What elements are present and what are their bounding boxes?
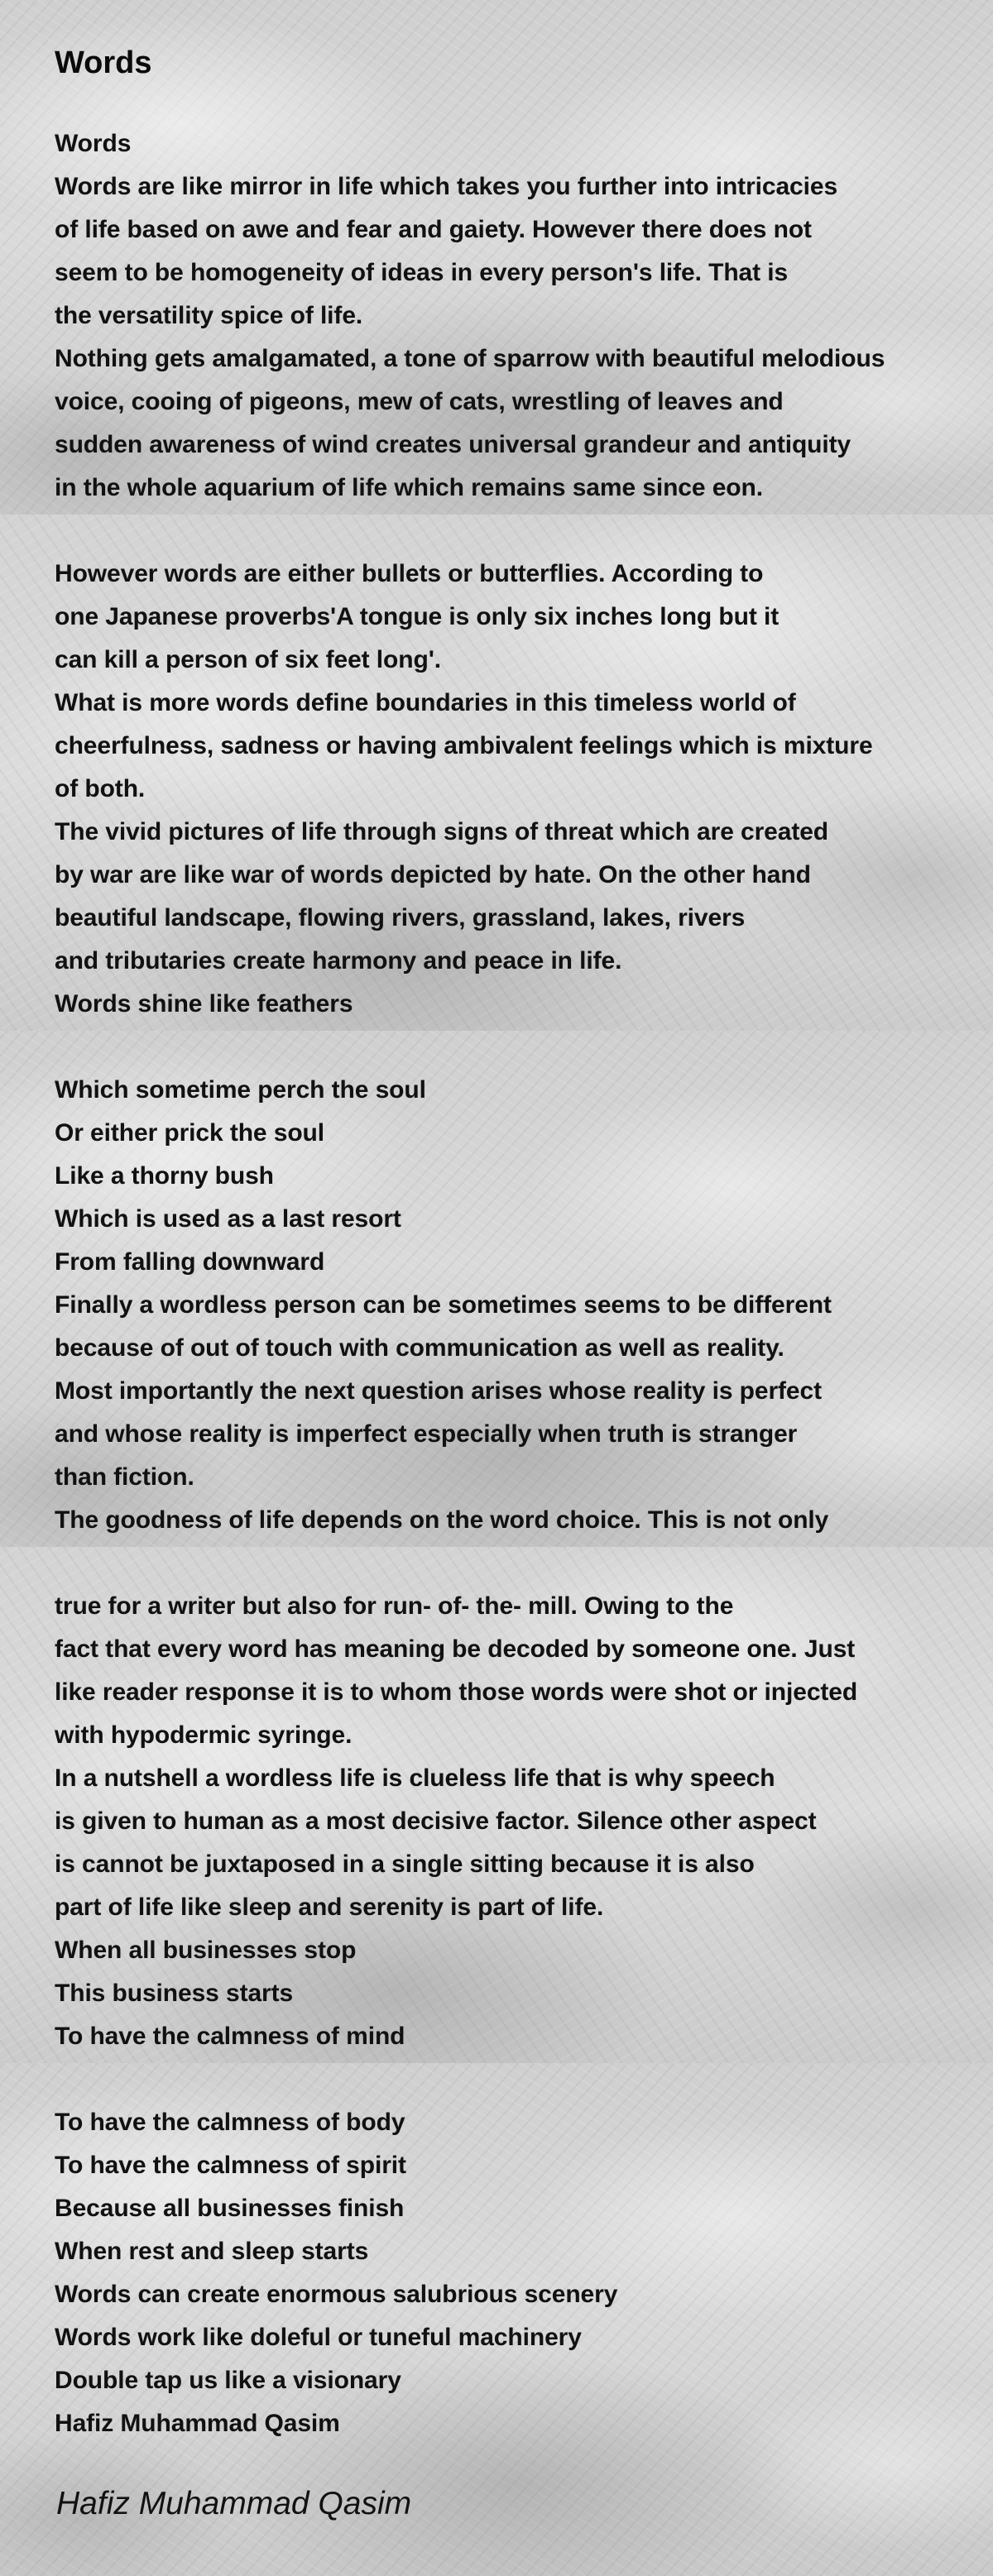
poem-panel-5 bbox=[0, 2063, 993, 2576]
poem-panel-2 bbox=[0, 515, 993, 1031]
poem-line: In a nutshell a wordless life is clueless life that is why speech bbox=[55, 1764, 775, 1792]
poem-line: can kill a person of six feet long'. bbox=[55, 646, 441, 673]
poem-line: Words bbox=[55, 130, 132, 157]
poem-line: However words are either bullets or butterflies. According to bbox=[55, 560, 764, 587]
poem-line: is given to human as a most decisive factor. Silence other aspect bbox=[55, 1808, 817, 1835]
poem-line: and whose reality is imperfect especially when truth is stranger bbox=[55, 1420, 798, 1448]
poem-line: of both. bbox=[55, 775, 146, 802]
poem-panel-4 bbox=[0, 1547, 993, 2063]
poem-line: part of life like sleep and serenity is part of life. bbox=[55, 1894, 604, 1921]
poem-line: voice, cooing of pigeons, mew of cats, wrestling of leaves and bbox=[55, 388, 784, 415]
poem-line: true for a writer but also for run- of- the- mill. Owing to the bbox=[55, 1592, 734, 1620]
poem-line: To have the calmness of spirit bbox=[55, 2152, 406, 2179]
poem-line: Nothing gets amalgamated, a tone of sparrow with beautiful melodious bbox=[55, 345, 885, 372]
poem-stanza-4 bbox=[55, 1585, 973, 2058]
poem-line: Because all businesses finish bbox=[55, 2195, 405, 2222]
poem-line: Which sometime perch the soul bbox=[55, 1076, 426, 1104]
poem-line: by war are like war of words depicted by hate. On the other hand bbox=[55, 861, 811, 888]
poem-stanza-3 bbox=[55, 1069, 973, 1542]
poem-line: Which is used as a last resort bbox=[55, 1205, 401, 1233]
poem-line: sudden awareness of wind creates universal grandeur and antiquity bbox=[55, 431, 851, 458]
poem-stanza-1 bbox=[55, 122, 973, 510]
poem-line: Most importantly the next question arises whose reality is perfect bbox=[55, 1377, 822, 1405]
poem-stanza-5 bbox=[55, 2101, 973, 2445]
poem-line: To have the calmness of body bbox=[55, 2109, 405, 2136]
poem-panel-3 bbox=[0, 1031, 993, 1547]
poem-line: What is more words define boundaries in this timeless world of bbox=[55, 689, 796, 716]
poem-line: Words shine like feathers bbox=[55, 990, 353, 1017]
poem-line: because of out of touch with communication as well as reality. bbox=[55, 1334, 784, 1362]
poem-line: than fiction. bbox=[55, 1463, 194, 1491]
poem-line: one Japanese proverbs'A tongue is only six inches long but it bbox=[55, 603, 780, 630]
poem-line: in the whole aquarium of life which remains same since eon. bbox=[55, 474, 763, 501]
poem-line: From falling downward bbox=[55, 1248, 325, 1276]
poem-title: Words bbox=[55, 45, 152, 80]
poem-line: When rest and sleep starts bbox=[55, 2238, 369, 2265]
poem-line: When all businesses stop bbox=[55, 1937, 357, 1964]
poem-line: Like a thorny bush bbox=[55, 1162, 274, 1190]
poem-line: of life based on awe and fear and gaiety. However there does not bbox=[55, 216, 812, 243]
poem-panel-1 bbox=[0, 0, 993, 515]
poem-line: with hypodermic syringe. bbox=[55, 1721, 353, 1749]
poem-line: The vivid pictures of life through signs of threat which are created bbox=[55, 818, 829, 845]
poem-line: This business starts bbox=[55, 1980, 294, 2007]
poem-line: Words can create enormous salubrious scenery bbox=[55, 2281, 618, 2308]
poem-line: seem to be homogeneity of ideas in every person's life. That is bbox=[55, 259, 789, 286]
poem-line: Or either prick the soul bbox=[55, 1119, 325, 1147]
poem-line: Words work like doleful or tuneful machinery bbox=[55, 2324, 582, 2351]
poem-line: Hafiz Muhammad Qasim bbox=[55, 2410, 340, 2437]
poem-line: Finally a wordless person can be sometimes seems to be different bbox=[55, 1291, 832, 1319]
poem-stanza-2 bbox=[55, 553, 973, 1026]
poem-line: Words are like mirror in life which takes you further into intricacies bbox=[55, 173, 838, 200]
poem-line: Double tap us like a visionary bbox=[55, 2367, 401, 2394]
poem-line: is cannot be juxtaposed in a single sitting because it is also bbox=[55, 1851, 755, 1878]
poem-line: like reader response it is to whom those words were shot or injected bbox=[55, 1678, 858, 1706]
poem-author-signature: Hafiz Muhammad Qasim bbox=[56, 2486, 412, 2521]
poem-line: the versatility spice of life. bbox=[55, 302, 363, 329]
poem-line: fact that every word has meaning be decoded by someone one. Just bbox=[55, 1635, 856, 1663]
poem-line: and tributaries create harmony and peace in life. bbox=[55, 947, 622, 974]
poem-line: beautiful landscape, flowing rivers, grassland, lakes, rivers bbox=[55, 904, 746, 931]
poem-line: The goodness of life depends on the word choice. This is not only bbox=[55, 1506, 829, 1534]
poem-line: cheerfulness, sadness or having ambivalent feelings which is mixture bbox=[55, 732, 873, 759]
poem-line: To have the calmness of mind bbox=[55, 2023, 405, 2050]
